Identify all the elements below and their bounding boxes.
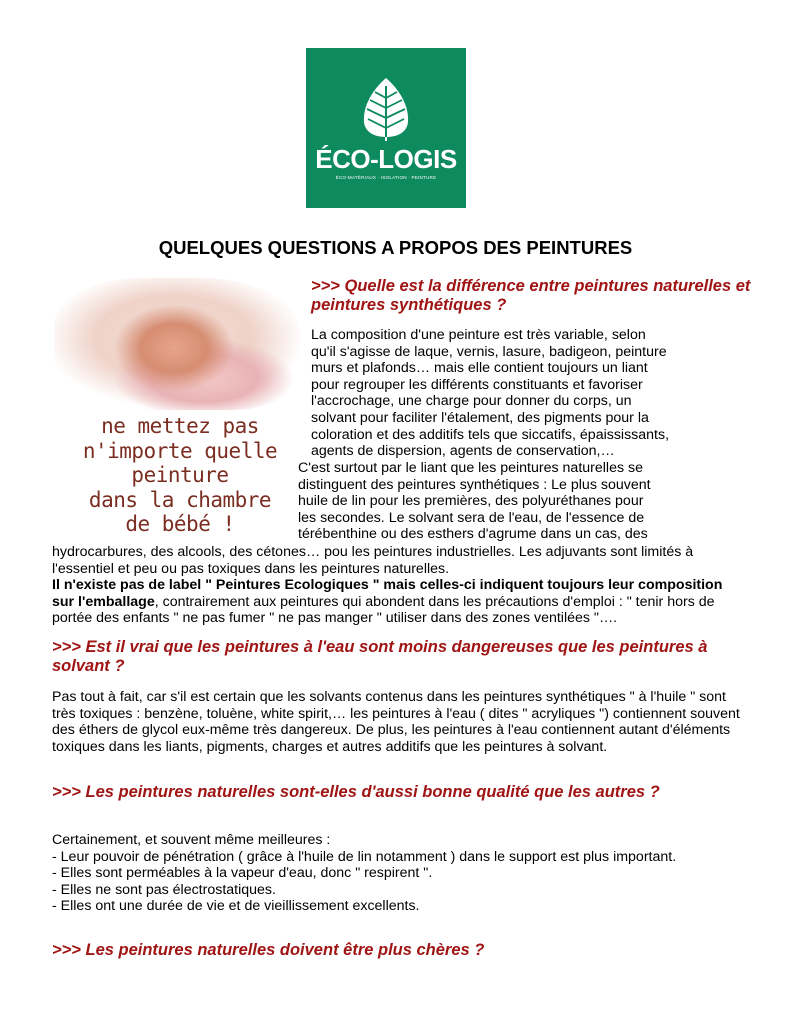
- leaf-icon: [306, 48, 466, 208]
- text-line: pour regrouper les différents constituants et favoriser: [311, 376, 643, 393]
- text-line: térébenthine ou des esthers d'agrume dans un cas, des: [298, 526, 648, 543]
- answer-3: [52, 832, 742, 915]
- answer-1-continued: [52, 544, 742, 627]
- baby-photo: [54, 278, 300, 536]
- question-2: >>> Est il vrai que les peintures à l'eau sont moins dangereuses que les peintures à solvant ?: [52, 638, 708, 675]
- list-item: - Leur pouvoir de pénétration ( grâce à l'huile de lin notamment ) dans le support est plus important.: [52, 848, 677, 865]
- question-3: >>> Les peintures naturelles sont-elles d'aussi bonne qualité que les autres ?: [52, 783, 660, 801]
- text-line: distinguent des peintures synthétiques : Le plus souvent: [298, 476, 651, 493]
- answer-1-liant: [298, 460, 778, 543]
- slogan-line: peinture: [131, 463, 229, 487]
- answer-2: Pas tout à fait, car s'il est certain que les solvants contenus dans les peintures synthétiques " à l'huile " sont très toxiques : benzène, toluène, white spirit,… les peintures à l'eau ( dites " acryliques ") contiennent souvent des éthers de glycol eux-même très dangereux. De plus, les peintures à l'eau contiennent autant d'éléments toxiques dans les liants, pigments, charges et autres additifs que les peintures à solvant.: [52, 689, 740, 755]
- bold-label-statement: Il n'existe pas de label " Peintures Ecologiques " mais celles-ci indiquent toujours leur composition sur l'emballage: [52, 577, 723, 610]
- slogan-line: de bébé !: [125, 512, 235, 536]
- text-line: qu'il s'agisse de laque, vernis, lasure, badigeon, peinture: [311, 343, 667, 360]
- list-item: - Elles ont une durée de vie et de vieillissement excellents.: [52, 898, 420, 915]
- text-line: les secondes. Le solvant sera de l'eau, de l'essence de: [298, 509, 645, 526]
- text-block: hydrocarbures, des alcools, des cétones… pou les peintures industrielles. Les adjuvants sont limités à l'essentiel et peu ou pas toxiques dans les peintures naturelles.: [52, 544, 694, 577]
- list-item: - Elles sont perméables à la vapeur d'eau, donc " respirent ".: [52, 865, 433, 882]
- text-line: huile de lin pour les premières, des polyuréthanes pour: [298, 493, 644, 510]
- slogan-line: ne mettez pas: [101, 414, 259, 438]
- text-line: C'est surtout par le liant que les peintures naturelles se: [298, 460, 643, 476]
- photo-slogan: [60, 414, 300, 537]
- page-title: QUELQUES QUESTIONS A PROPOS DES PEINTURES: [158, 237, 633, 258]
- list-item: - Elles ne sont pas électrostatiques.: [52, 881, 276, 898]
- question-1: >>> Quelle est la différence entre peintures naturelles et peintures synthétiques ?: [311, 277, 751, 314]
- answer-1-intro: [311, 327, 781, 460]
- logo-name: ÉCO-LOGIS: [315, 144, 457, 174]
- text-line: agents de dispersion, agents de conservation,…: [311, 443, 615, 460]
- text-line: coloration et des additifs tels que siccatifs, épaississants,: [311, 426, 670, 443]
- text-block: , contrairement aux peintures qui abondent dans les précautions d'emploi : " tenir hors de portée des enfants " ne pas fumer " ne pas manger " utiliser dans des zones ventilées "….: [52, 593, 715, 627]
- eco-logis-logo: [306, 48, 466, 208]
- list-item: Certainement, et souvent même meilleures :: [52, 832, 331, 848]
- text-line: solvant pour faciliter l'étalement, des pigments pour la: [311, 409, 649, 426]
- question-4: >>> Les peintures naturelles doivent être plus chères ?: [52, 941, 485, 959]
- slogan-line: n'importe quelle: [82, 438, 278, 463]
- text-line: La composition d'une peinture est très variable, selon: [311, 327, 646, 343]
- text-line: l'accrochage, une charge pour donner du corps, un: [311, 393, 632, 410]
- logo-tagline: ÉCO-MATÉRIAUX · ISOLATION · PEINTURE: [335, 175, 437, 180]
- slogan-line: dans la chambre: [88, 487, 272, 512]
- text-line: murs et plafonds… mais elle contient toujours un liant: [311, 360, 648, 377]
- sleeping-baby-image: [54, 278, 300, 410]
